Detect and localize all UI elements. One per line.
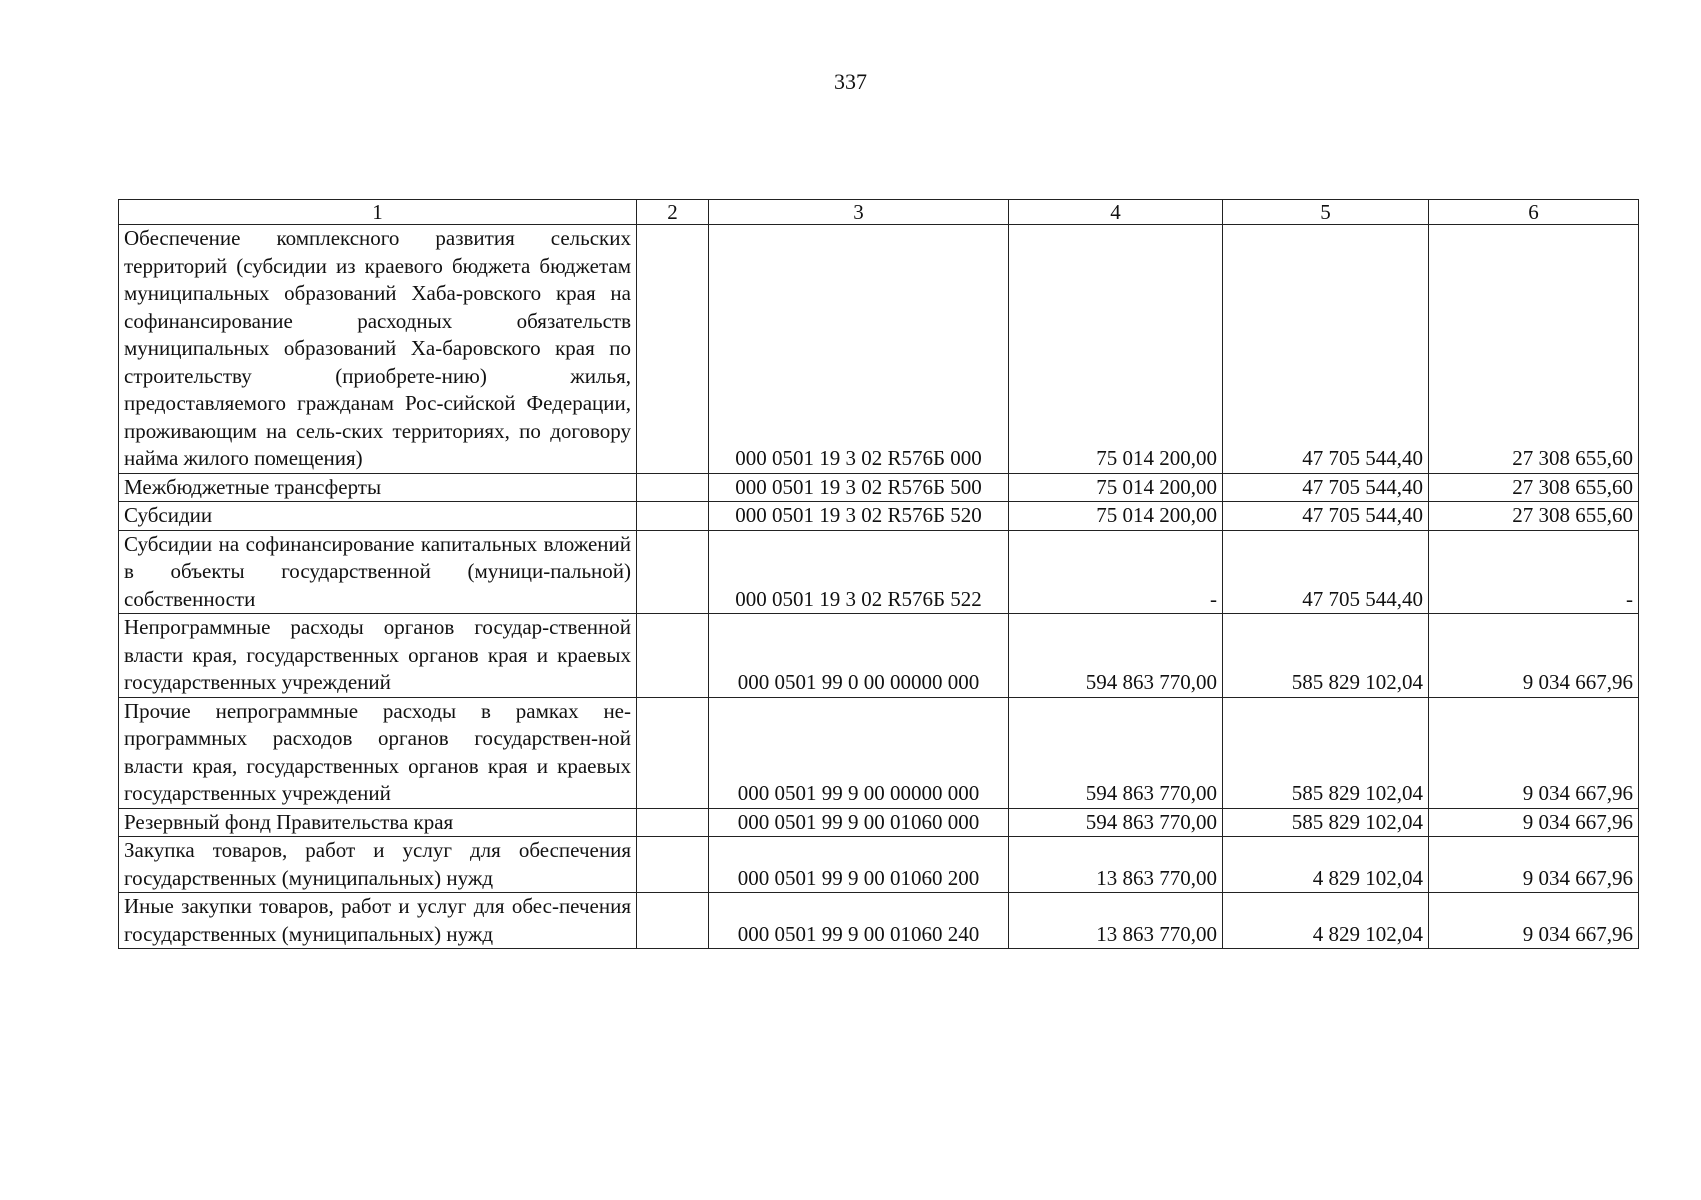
row-code: 000 0501 99 9 00 00000 000 (709, 697, 1009, 808)
row-col2 (637, 614, 709, 698)
row-col2 (637, 893, 709, 949)
column-header-2: 2 (637, 200, 709, 225)
row-name: Закупка товаров, работ и услуг для обеспечения государственных (муниципальных) нужд (119, 837, 637, 893)
row-col2 (637, 502, 709, 531)
row-value-5: 4 829 102,04 (1223, 893, 1429, 949)
row-col2 (637, 808, 709, 837)
row-value-4: 594 863 770,00 (1009, 808, 1223, 837)
table-row (119, 530, 1639, 614)
row-value-5: 585 829 102,04 (1223, 808, 1429, 837)
row-value-4: 13 863 770,00 (1009, 837, 1223, 893)
row-value-6: 9 034 667,96 (1429, 614, 1639, 698)
row-value-5: 47 705 544,40 (1223, 502, 1429, 531)
row-value-6: 27 308 655,60 (1429, 225, 1639, 474)
row-value-5: 585 829 102,04 (1223, 697, 1429, 808)
table-row (119, 225, 1639, 474)
row-col2 (637, 697, 709, 808)
row-value-4: 13 863 770,00 (1009, 893, 1223, 949)
row-code: 000 0501 99 9 00 01060 200 (709, 837, 1009, 893)
row-value-5: 4 829 102,04 (1223, 837, 1429, 893)
row-value-5: 585 829 102,04 (1223, 614, 1429, 698)
row-col2 (637, 530, 709, 614)
row-value-4: 75 014 200,00 (1009, 473, 1223, 502)
row-name: Иные закупки товаров, работ и услуг для обес-печения государственных (муниципальных) нужд (119, 893, 637, 949)
row-value-4: 594 863 770,00 (1009, 697, 1223, 808)
row-col2 (637, 473, 709, 502)
row-value-6: 9 034 667,96 (1429, 893, 1639, 949)
row-value-4: 594 863 770,00 (1009, 614, 1223, 698)
row-value-6: - (1429, 530, 1639, 614)
row-name: Непрограммные расходы органов государ-ственной власти края, государственных органов края и краевых государственных учреждений (119, 614, 637, 698)
row-code: 000 0501 19 3 02 R576Б 520 (709, 502, 1009, 531)
column-header-5: 5 (1223, 200, 1429, 225)
row-value-6: 27 308 655,60 (1429, 473, 1639, 502)
row-name: Прочие непрограммные расходы в рамках не-программных расходов органов государствен-ной власти края, государственных органов края и краевых государственных учреждений (119, 697, 637, 808)
column-header-1: 1 (119, 200, 637, 225)
header-row (119, 200, 1639, 225)
table-row (119, 893, 1639, 949)
row-code: 000 0501 19 3 02 R576Б 000 (709, 225, 1009, 474)
page-number: 337 (834, 69, 867, 94)
row-name: Обеспечение комплексного развития сельских территорий (субсидии из краевого бюджета бюджетам муниципальных образований Хаба-ровского края на софинансирование расходных обязательств муниципальных образований Ха-баровского края по строительству (приобрете-нию) жилья, предоставляемого гражданам Рос-сийской Федерации, проживающим на сель-ских территориях, по договору найма жилого помещения) (119, 225, 637, 474)
budget-table (118, 199, 1639, 949)
row-name: Резервный фонд Правительства края (119, 808, 637, 837)
row-col2 (637, 837, 709, 893)
table-row (119, 837, 1639, 893)
table-row (119, 614, 1639, 698)
column-header-6: 6 (1429, 200, 1639, 225)
table-row (119, 697, 1639, 808)
row-code: 000 0501 19 3 02 R576Б 522 (709, 530, 1009, 614)
row-value-5: 47 705 544,40 (1223, 473, 1429, 502)
row-value-4: 75 014 200,00 (1009, 502, 1223, 531)
row-value-4: 75 014 200,00 (1009, 225, 1223, 474)
column-header-4: 4 (1009, 200, 1223, 225)
table-row (119, 808, 1639, 837)
row-code: 000 0501 99 9 00 01060 240 (709, 893, 1009, 949)
row-name: Субсидии на софинансирование капитальных вложений в объекты государственной (муници-пальной) собственности (119, 530, 637, 614)
row-value-6: 27 308 655,60 (1429, 502, 1639, 531)
row-value-4: - (1009, 530, 1223, 614)
table-row (119, 502, 1639, 531)
row-col2 (637, 225, 709, 474)
row-value-6: 9 034 667,96 (1429, 837, 1639, 893)
row-code: 000 0501 19 3 02 R576Б 500 (709, 473, 1009, 502)
row-value-6: 9 034 667,96 (1429, 808, 1639, 837)
table-row (119, 473, 1639, 502)
row-code: 000 0501 99 9 00 01060 000 (709, 808, 1009, 837)
row-value-6: 9 034 667,96 (1429, 697, 1639, 808)
row-code: 000 0501 99 0 00 00000 000 (709, 614, 1009, 698)
row-name: Субсидии (119, 502, 637, 531)
row-value-5: 47 705 544,40 (1223, 530, 1429, 614)
row-value-5: 47 705 544,40 (1223, 225, 1429, 474)
row-name: Межбюджетные трансферты (119, 473, 637, 502)
column-header-3: 3 (709, 200, 1009, 225)
